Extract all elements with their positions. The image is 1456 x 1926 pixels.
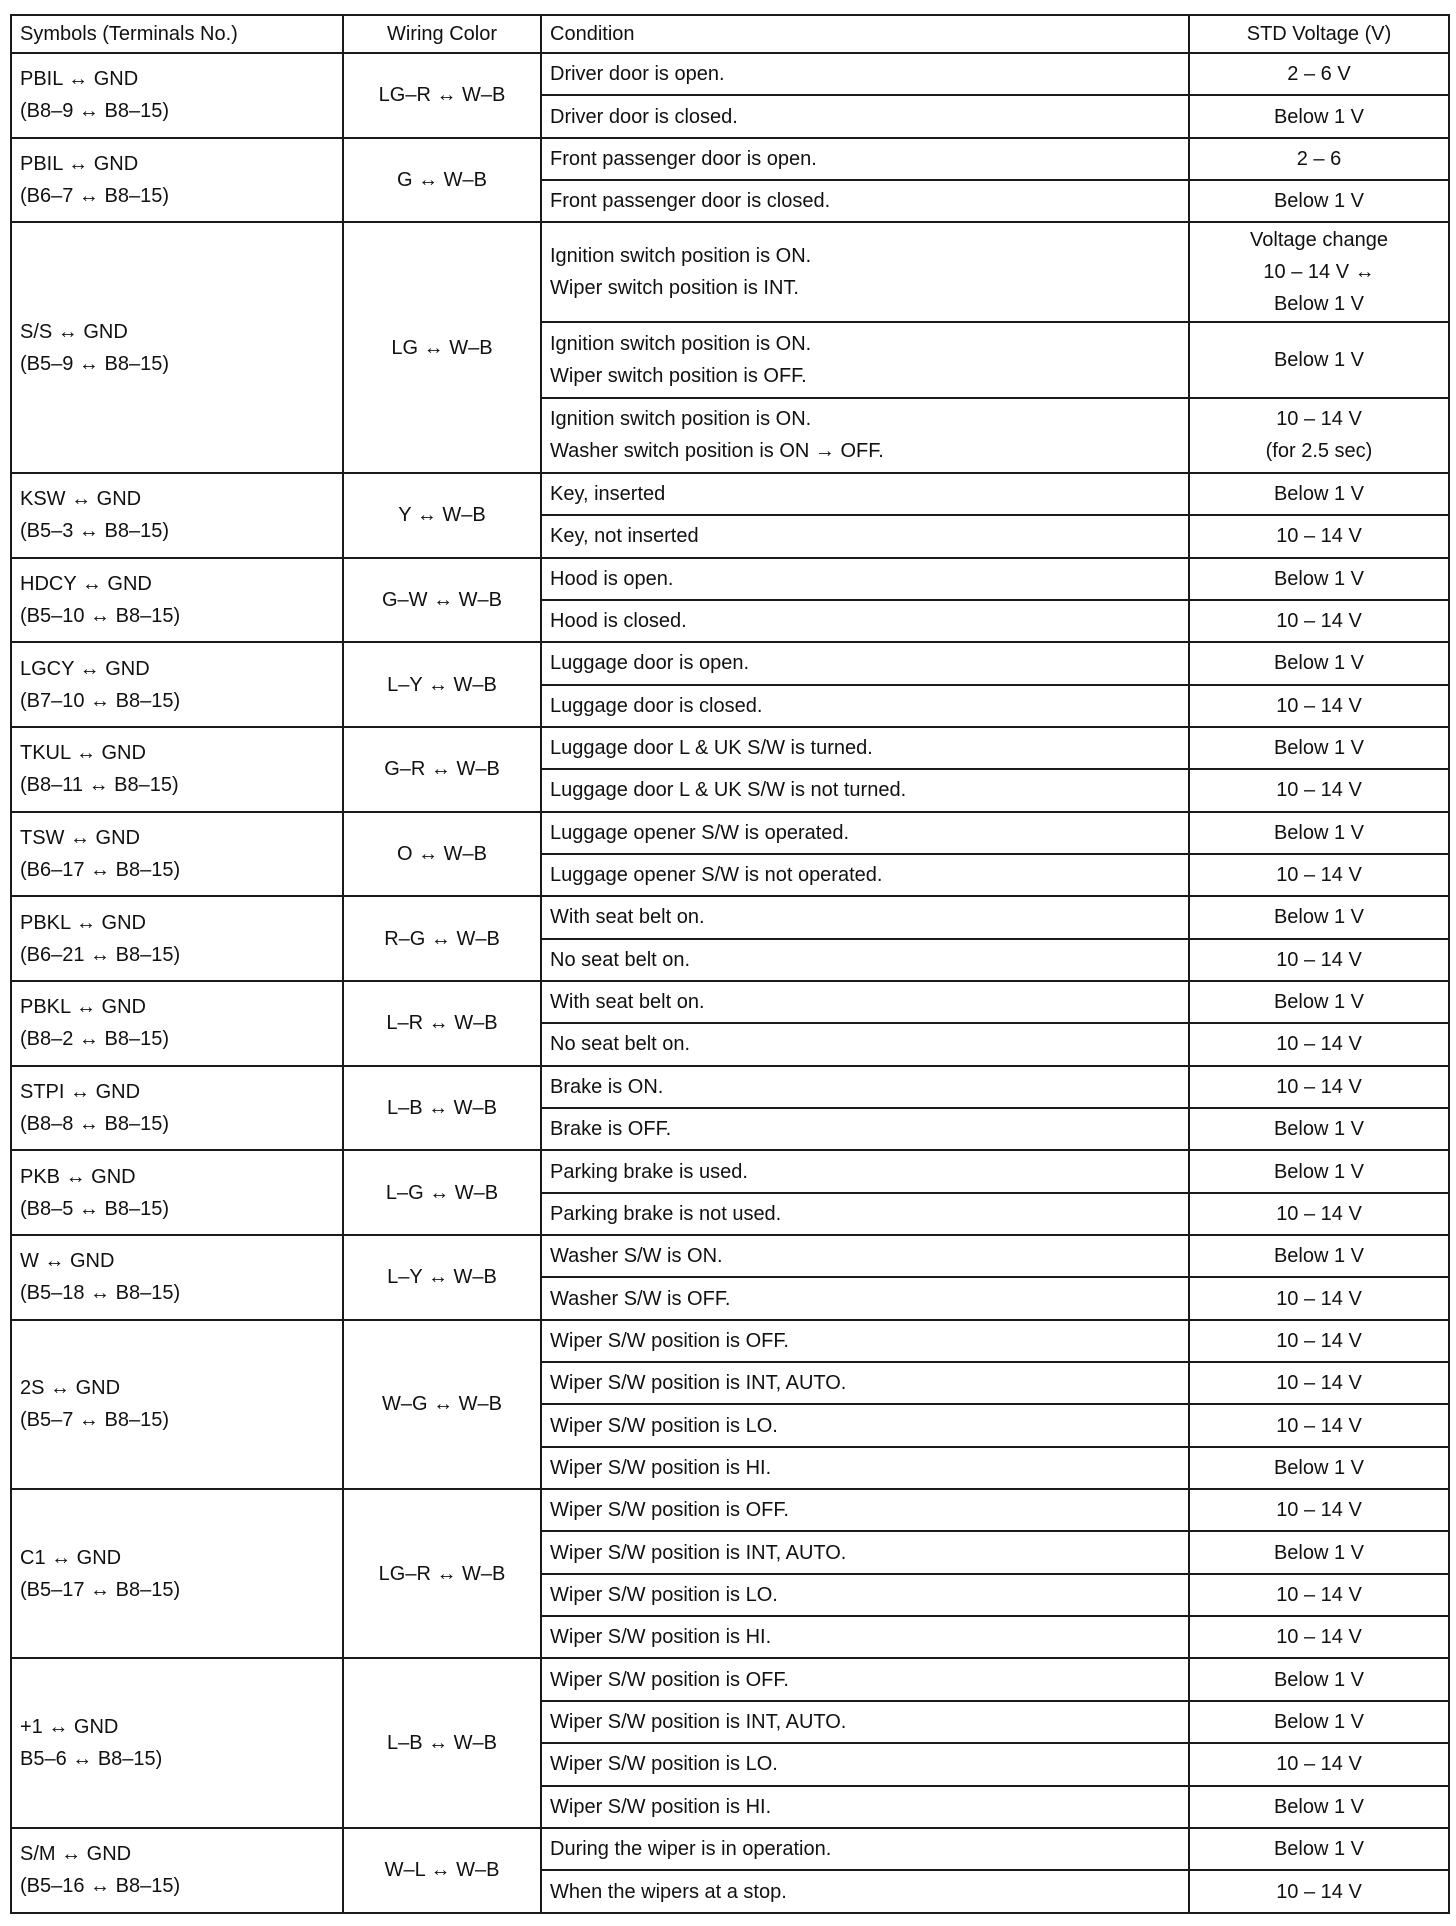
- condition-cell: Luggage door is closed.: [541, 685, 1189, 727]
- std-voltage-cell: Voltage change 10 – 14 V ↔ Below 1 V: [1189, 222, 1449, 322]
- condition-cell: Ignition switch position is ON. Wiper switch position is OFF.: [541, 322, 1189, 397]
- condition-cell: Hood is closed.: [541, 600, 1189, 642]
- symbol-cell: [11, 222, 343, 472]
- condition-cell: Luggage opener S/W is not operated.: [541, 854, 1189, 896]
- symbol-label: PBKL ↔ GND: [20, 911, 146, 934]
- condition-cell: When the wipers at a stop.: [541, 1870, 1189, 1913]
- terminal-numbers: B5–6 ↔ B8–15): [20, 1748, 163, 1771]
- wiring-color-cell: LG–R ↔ W–B: [343, 1489, 541, 1658]
- wiring-color-cell: R–G ↔ W–B: [343, 896, 541, 981]
- symbol-label: S/S ↔ GND: [20, 320, 128, 343]
- condition-cell: With seat belt on.: [541, 981, 1189, 1023]
- std-voltage-cell: Below 1 V: [1189, 180, 1449, 222]
- terminal-numbers: (B8–8 ↔ B8–15): [20, 1113, 169, 1135]
- symbol-cell: [11, 473, 343, 558]
- wiring-color-cell: L–Y ↔ W–B: [343, 642, 541, 727]
- condition-cell: Key, not inserted: [541, 515, 1189, 557]
- std-voltage-cell: Below 1 V: [1189, 558, 1449, 600]
- condition-cell: Wiper S/W position is INT, AUTO.: [541, 1362, 1189, 1404]
- std-voltage-cell: Below 1 V: [1189, 1701, 1449, 1743]
- header-condition: Condition: [541, 15, 1189, 53]
- condition-cell: Hood is open.: [541, 558, 1189, 600]
- symbol-cell: [11, 1658, 343, 1827]
- table-row: [11, 1235, 1449, 1277]
- wiring-color-cell: L–Y ↔ W–B: [343, 1235, 541, 1320]
- std-voltage-cell: 10 – 14 V (for 2.5 sec): [1189, 398, 1449, 473]
- condition-cell: Wiper S/W position is INT, AUTO.: [541, 1531, 1189, 1573]
- wiring-color-cell: LG–R ↔ W–B: [343, 53, 541, 138]
- condition-cell: Washer S/W is OFF.: [541, 1277, 1189, 1319]
- std-voltage-cell: Below 1 V: [1189, 473, 1449, 515]
- condition-cell: Luggage door L & UK S/W is turned.: [541, 727, 1189, 769]
- std-voltage-cell: Below 1 V: [1189, 981, 1449, 1023]
- terminal-numbers: (B8–2 ↔ B8–15): [20, 1028, 169, 1051]
- wiring-color-cell: W–G ↔ W–B: [343, 1320, 541, 1489]
- std-voltage-cell: Below 1 V: [1189, 812, 1449, 854]
- header-std-voltage: STD Voltage (V): [1189, 15, 1449, 53]
- table-row: [11, 138, 1449, 180]
- table-row: [11, 53, 1449, 95]
- symbol-label: W ↔ GND: [20, 1250, 115, 1273]
- symbol-cell: [11, 558, 343, 643]
- condition-cell: Wiper S/W position is HI.: [541, 1616, 1189, 1658]
- symbol-label: LGCY ↔ GND: [20, 657, 150, 680]
- terminal-numbers: (B5–3 ↔ B8–15): [20, 520, 169, 543]
- condition-cell: Wiper S/W position is HI.: [541, 1786, 1189, 1828]
- std-voltage-cell: 10 – 14 V: [1189, 939, 1449, 981]
- symbol-cell: [11, 138, 343, 223]
- table-row: [11, 222, 1449, 322]
- table-row: [11, 1489, 1449, 1531]
- terminal-voltage-table: [10, 14, 1450, 1914]
- symbol-label: STPI ↔ GND: [20, 1081, 141, 1103]
- condition-cell: Wiper S/W position is INT, AUTO.: [541, 1701, 1189, 1743]
- wiring-color-cell: LG ↔ W–B: [343, 222, 541, 472]
- condition-cell: Washer S/W is ON.: [541, 1235, 1189, 1277]
- std-voltage-cell: Below 1 V: [1189, 1150, 1449, 1192]
- std-voltage-cell: 10 – 14 V: [1189, 854, 1449, 896]
- symbol-label: +1 ↔ GND: [20, 1716, 119, 1739]
- table-row: [11, 812, 1449, 854]
- wiring-color-cell: G–W ↔ W–B: [343, 558, 541, 643]
- wiring-color-cell: L–R ↔ W–B: [343, 981, 541, 1066]
- std-voltage-cell: 10 – 14 V: [1189, 1320, 1449, 1362]
- std-voltage-cell: Below 1 V: [1189, 1108, 1449, 1150]
- terminal-numbers: (B7–10 ↔ B8–15): [20, 689, 181, 712]
- symbol-cell: [11, 981, 343, 1066]
- condition-cell: Wiper S/W position is LO.: [541, 1743, 1189, 1785]
- terminal-numbers: (B6–17 ↔ B8–15): [20, 858, 181, 881]
- symbol-cell: [11, 1828, 343, 1913]
- symbol-label: PBKL ↔ GND: [20, 996, 146, 1019]
- std-voltage-cell: 10 – 14 V: [1189, 1870, 1449, 1913]
- std-voltage-cell: 10 – 14 V: [1189, 1616, 1449, 1658]
- std-voltage-cell: 10 – 14 V: [1189, 685, 1449, 727]
- wiring-color-cell: O ↔ W–B: [343, 812, 541, 897]
- std-voltage-cell: 10 – 14 V: [1189, 600, 1449, 642]
- condition-cell: No seat belt on.: [541, 1023, 1189, 1065]
- std-voltage-cell: 10 – 14 V: [1189, 1277, 1449, 1319]
- condition-cell: Parking brake is not used.: [541, 1193, 1189, 1235]
- symbol-label: 2S ↔ GND: [20, 1377, 121, 1400]
- table-row: [11, 1150, 1449, 1192]
- std-voltage-cell: Below 1 V: [1189, 1828, 1449, 1870]
- std-voltage-cell: Below 1 V: [1189, 1447, 1449, 1489]
- symbol-label: PBIL ↔ GND: [20, 153, 139, 176]
- condition-cell: Key, inserted: [541, 473, 1189, 515]
- table-body: [11, 53, 1449, 1913]
- terminal-numbers: (B5–10 ↔ B8–15): [20, 604, 181, 627]
- std-voltage-cell: Below 1 V: [1189, 727, 1449, 769]
- symbol-label: C1 ↔ GND: [20, 1546, 122, 1569]
- std-voltage-cell: 2 – 6: [1189, 138, 1449, 180]
- wiring-color-cell: Y ↔ W–B: [343, 473, 541, 558]
- table-row: [11, 981, 1449, 1023]
- condition-cell: No seat belt on.: [541, 939, 1189, 981]
- condition-cell: Parking brake is used.: [541, 1150, 1189, 1192]
- condition-cell: Ignition switch position is ON. Wiper switch position is INT.: [541, 222, 1189, 322]
- table-row: [11, 1066, 1449, 1108]
- std-voltage-cell: 10 – 14 V: [1189, 1574, 1449, 1616]
- std-voltage-cell: Below 1 V: [1189, 1531, 1449, 1573]
- std-voltage-cell: 10 – 14 V: [1189, 1743, 1449, 1785]
- table-row: [11, 1658, 1449, 1700]
- terminal-numbers: (B5–9 ↔ B8–15): [20, 352, 169, 375]
- header-wiring-color: Wiring Color: [343, 15, 541, 53]
- table-row: [11, 1320, 1449, 1362]
- std-voltage-cell: Below 1 V: [1189, 322, 1449, 397]
- symbol-label: KSW ↔ GND: [20, 488, 142, 511]
- std-voltage-cell: 10 – 14 V: [1189, 1404, 1449, 1446]
- symbol-cell: [11, 896, 343, 981]
- std-voltage-cell: 10 – 14 V: [1189, 1193, 1449, 1235]
- table-row: [11, 896, 1449, 938]
- std-voltage-cell: 10 – 14 V: [1189, 1066, 1449, 1108]
- wiring-color-cell: L–B ↔ W–B: [343, 1658, 541, 1827]
- header-row: [11, 15, 1449, 53]
- symbol-cell: [11, 1235, 343, 1320]
- symbol-label: PBIL ↔ GND: [20, 68, 139, 91]
- std-voltage-cell: Below 1 V: [1189, 1658, 1449, 1700]
- symbol-cell: [11, 1150, 343, 1235]
- symbol-cell: [11, 812, 343, 897]
- std-voltage-cell: 10 – 14 V: [1189, 769, 1449, 811]
- symbol-cell: [11, 1320, 343, 1489]
- condition-cell: Front passenger door is closed.: [541, 180, 1189, 222]
- std-voltage-cell: 10 – 14 V: [1189, 515, 1449, 557]
- table-row: [11, 727, 1449, 769]
- std-voltage-cell: Below 1 V: [1189, 1235, 1449, 1277]
- condition-cell: Brake is ON.: [541, 1066, 1189, 1108]
- condition-cell: Luggage door is open.: [541, 642, 1189, 684]
- terminal-numbers: (B5–17 ↔ B8–15): [20, 1578, 181, 1601]
- std-voltage-cell: Below 1 V: [1189, 896, 1449, 938]
- symbol-label: S/M ↔ GND: [20, 1843, 132, 1866]
- condition-cell: Wiper S/W position is OFF.: [541, 1489, 1189, 1531]
- terminal-numbers: (B6–21 ↔ B8–15): [20, 943, 181, 966]
- symbol-label: TSW ↔ GND: [20, 826, 140, 849]
- terminal-numbers: (B5–7 ↔ B8–15): [20, 1409, 169, 1432]
- wiring-color-cell: G–R ↔ W–B: [343, 727, 541, 812]
- std-voltage-cell: Below 1 V: [1189, 642, 1449, 684]
- symbol-label: PKB ↔ GND: [20, 1165, 136, 1188]
- std-voltage-cell: 10 – 14 V: [1189, 1362, 1449, 1404]
- std-voltage-cell: 10 – 14 V: [1189, 1489, 1449, 1531]
- symbol-cell: [11, 1066, 343, 1151]
- symbol-cell: [11, 1489, 343, 1658]
- condition-cell: Wiper S/W position is LO.: [541, 1574, 1189, 1616]
- condition-cell: During the wiper is in operation.: [541, 1828, 1189, 1870]
- condition-cell: Front passenger door is open.: [541, 138, 1189, 180]
- symbol-label: TKUL ↔ GND: [20, 742, 146, 765]
- condition-cell: Brake is OFF.: [541, 1108, 1189, 1150]
- std-voltage-cell: 10 – 14 V: [1189, 1023, 1449, 1065]
- terminal-numbers: (B5–18 ↔ B8–15): [20, 1282, 181, 1305]
- condition-cell: Driver door is open.: [541, 53, 1189, 95]
- symbol-label: HDCY ↔ GND: [20, 572, 152, 595]
- condition-cell: Wiper S/W position is OFF.: [541, 1320, 1189, 1362]
- table-row: [11, 473, 1449, 515]
- terminal-numbers: (B6–7 ↔ B8–15): [20, 185, 169, 208]
- std-voltage-cell: Below 1 V: [1189, 1786, 1449, 1828]
- condition-cell: Driver door is closed.: [541, 95, 1189, 137]
- symbol-cell: [11, 53, 343, 138]
- wiring-color-cell: W–L ↔ W–B: [343, 1828, 541, 1913]
- condition-cell: Wiper S/W position is HI.: [541, 1447, 1189, 1489]
- table-row: [11, 642, 1449, 684]
- condition-cell: Ignition switch position is ON. Washer switch position is ON → OFF.: [541, 398, 1189, 473]
- symbol-cell: [11, 642, 343, 727]
- wiring-color-cell: G ↔ W–B: [343, 138, 541, 223]
- condition-cell: Wiper S/W position is OFF.: [541, 1658, 1189, 1700]
- terminal-numbers: (B8–5 ↔ B8–15): [20, 1197, 169, 1220]
- terminal-numbers: (B5–16 ↔ B8–15): [20, 1875, 181, 1898]
- std-voltage-cell: 2 – 6 V: [1189, 53, 1449, 95]
- condition-cell: With seat belt on.: [541, 896, 1189, 938]
- symbol-cell: [11, 727, 343, 812]
- std-voltage-cell: Below 1 V: [1189, 95, 1449, 137]
- condition-cell: Luggage opener S/W is operated.: [541, 812, 1189, 854]
- table-row: [11, 558, 1449, 600]
- condition-cell: Luggage door L & UK S/W is not turned.: [541, 769, 1189, 811]
- condition-cell: Wiper S/W position is LO.: [541, 1404, 1189, 1446]
- terminal-numbers: (B8–9 ↔ B8–15): [20, 100, 169, 123]
- header-symbols: Symbols (Terminals No.): [11, 15, 343, 53]
- terminal-numbers: (B8–11 ↔ B8–15): [20, 774, 179, 797]
- table-row: [11, 1828, 1449, 1870]
- wiring-color-cell: L–G ↔ W–B: [343, 1150, 541, 1235]
- wiring-color-cell: L–B ↔ W–B: [343, 1066, 541, 1151]
